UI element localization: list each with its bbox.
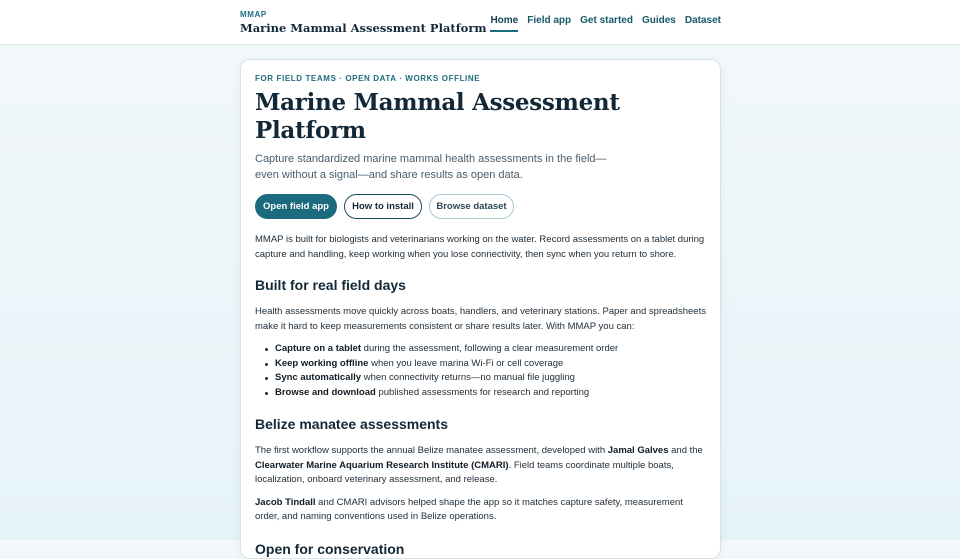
list-item-text: published assessments for research and reporting (375, 386, 590, 398)
advisor-name-tindall: Jacob Tindall (255, 496, 316, 508)
main-nav (490, 15, 721, 32)
content-card (240, 59, 721, 559)
section-heading-field: Built for real field days (255, 277, 406, 294)
belize-org-cmari: Clearwater Marine Aquarium Research Institute (CMARI) (255, 459, 509, 471)
field-paragraph: Health assessments move quickly across boats, handlers, and veterinary stations. Paper and spreadsheets make it hard to keep measurements consistent or share results later. With MMAP you can: (255, 306, 706, 332)
list-item (275, 386, 706, 401)
open-field-app-button[interactable]: Open field app (255, 194, 337, 219)
list-item-strong: Capture on a tablet (275, 343, 362, 355)
brand-kicker: MMAP (240, 10, 267, 19)
list-item-strong: Sync automatically (275, 372, 362, 384)
browse-dataset-button[interactable]: Browse dataset (429, 194, 514, 219)
hero-actions (255, 194, 706, 219)
belize-text-a: The first workflow supports the annual Belize manatee assessment, developed with (255, 445, 608, 457)
list-item-text: during the assessment, following a clear measurement order (361, 343, 619, 355)
page-title: Marine Mammal Assessment Platform (255, 89, 620, 144)
list-item (275, 357, 706, 372)
brand-title[interactable]: Marine Mammal Assessment Platform (240, 21, 487, 35)
nav-guides[interactable]: Guides (641, 15, 676, 26)
belize-name-galves: Jamal Galves (607, 445, 669, 457)
section-heading-belize: Belize manatee assessments (255, 416, 448, 433)
nav-dataset[interactable]: Dataset (684, 15, 721, 26)
intro-paragraph: MMAP is built for biologists and veterinarians working on the water. Record assessments on a tablet during capture and handling, keep working when you lose connectivity, then sync when you return to shore. (255, 234, 705, 260)
list-item-text: when you leave marina Wi-Fi or cell coverage (368, 357, 564, 369)
site-header (0, 0, 960, 45)
hero-kicker: FOR FIELD TEAMS · OPEN DATA · WORKS OFFLINE (255, 74, 481, 83)
belize-paragraph (255, 444, 706, 488)
advisors-text: and CMARI advisors helped shape the app so it matches capture safety, measurement order, and naming conventions used in Belize operations. (255, 496, 683, 523)
nav-field-app[interactable]: Field app (527, 15, 572, 26)
list-item-strong: Keep working offline (275, 357, 369, 369)
list-item (275, 371, 706, 386)
section-heading-open: Open for conservation (255, 540, 405, 557)
list-item (275, 342, 706, 357)
how-to-install-button[interactable]: How to install (344, 194, 422, 219)
list-item-text: when connectivity returns—no manual file juggling (361, 372, 575, 384)
belize-text-d: . Field teams coordinate multiple boats, localization, onboard veterinary assessment, and release. (255, 459, 674, 486)
feature-list (255, 342, 706, 400)
hero-lead: Capture standardized marine mammal health assessments in the field—even without a signal—and share results as open data. (255, 153, 607, 182)
belize-text-c: and the (668, 445, 703, 457)
nav-get-started[interactable]: Get started (580, 15, 633, 26)
nav-home[interactable]: Home (490, 15, 518, 32)
advisors-paragraph (255, 496, 706, 525)
list-item-strong: Browse and download (275, 386, 376, 398)
